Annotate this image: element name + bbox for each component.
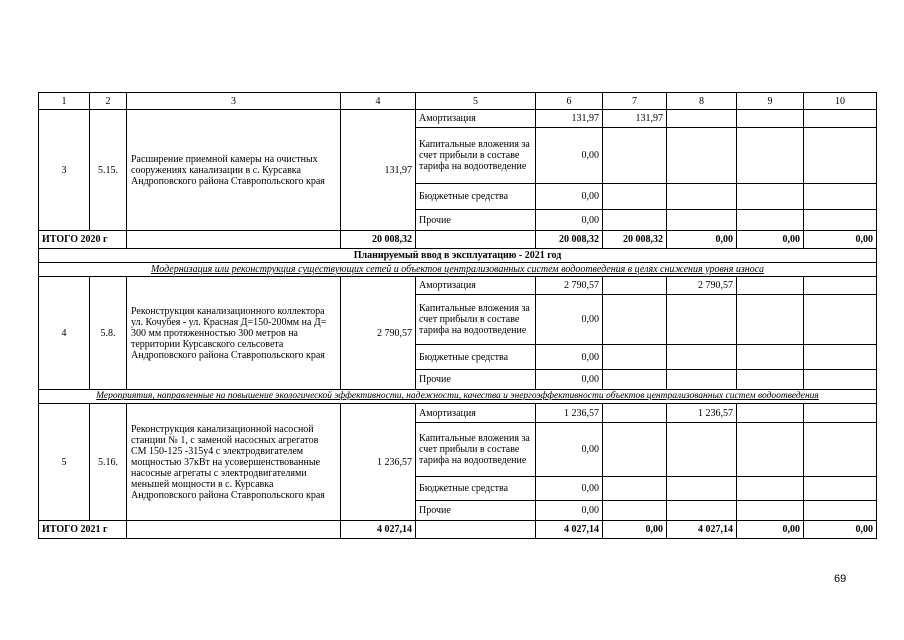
cell-empty [737,210,804,231]
funding-source: Амортизация [416,277,536,295]
cell-empty [804,404,877,423]
row-description: Расширение приемной камеры на очистных сооружениях канализации в с. Курсавка Андроповского района Ставропольского края [127,110,341,231]
cell-empty [737,404,804,423]
totals-row-2020 [39,231,877,249]
funding-source: Бюджетные средства [416,477,536,501]
table-row [39,277,877,295]
table-row [39,110,877,128]
cell-empty [416,521,536,539]
cell-empty [667,110,737,128]
col-header: 8 [667,93,737,110]
col-header: 7 [603,93,667,110]
totals-value: 0,00 [804,231,877,249]
section-title: Планируемый ввод в эксплуатацию - 2021 год [39,249,877,263]
funding-source: Амортизация [416,404,536,423]
totals-row-2021 [39,521,877,539]
cell-empty [603,128,667,184]
cell-value: 0,00 [536,345,603,370]
row-total: 1 236,57 [341,404,416,521]
cell-value: 0,00 [536,295,603,345]
cell-empty [603,423,667,477]
cell-value: 0,00 [536,184,603,210]
cell-empty [804,370,877,390]
cell-empty [603,477,667,501]
funding-source: Капитальные вложения за счет прибыли в составе тарифа на водоотведение [416,423,536,477]
cell-empty [737,295,804,345]
subsection-title: Модернизация или реконструкция существующих сетей и объектов централизованных систем водоотведения в целях снижения уровня износа [39,263,877,277]
totals-value: 20 008,32 [603,231,667,249]
cell-empty [804,295,877,345]
cell-empty [737,423,804,477]
totals-value: 20 008,32 [536,231,603,249]
totals-value: 0,00 [667,231,737,249]
cell-value: 0,00 [536,477,603,501]
col-header: 5 [416,93,536,110]
cell-empty [737,184,804,210]
col-header: 4 [341,93,416,110]
cell-value: 0,00 [536,423,603,477]
totals-value: 0,00 [603,521,667,539]
cell-empty [804,423,877,477]
subsection-title: Мероприятия, направленные на повышение экологической эффективности, надежности, качества и энергоэффективности объектов централизованных систем водоотведения [39,390,877,404]
cell-value: 0,00 [536,210,603,231]
cell-empty [804,345,877,370]
cell-empty [804,277,877,295]
cell-empty [603,404,667,423]
col-header: 3 [127,93,341,110]
cell-value: 0,00 [536,370,603,390]
totals-value: 4 027,14 [536,521,603,539]
cell-empty [667,295,737,345]
cell-empty [804,110,877,128]
funding-source: Бюджетные средства [416,184,536,210]
row-total: 131,97 [341,110,416,231]
cell-empty [603,295,667,345]
cell-empty [667,184,737,210]
row-description: Реконструкция канализационной насосной станции № 1, с заменой насосных агрегатов СМ 150-125 -315у4 с электродвигателем мощностью 37кВт на усовершенствованные насосные агрегаты с электродвигателями меньшей мощности в с. Курсавка Андроповского района Ставропольского края [127,404,341,521]
cell-value: 1 236,57 [536,404,603,423]
section-row [39,249,877,263]
funding-source: Капитальные вложения за счет прибыли в составе тарифа на водоотведение [416,295,536,345]
row-total: 2 790,57 [341,277,416,390]
cell-empty [804,128,877,184]
row-description: Реконструкция канализационного коллектора ул. Кочубея - ул. Красная Д=150-200мм на Д= 300 мм протяженностью 300 метров на территории Курсавского сельсовета Андроповского района Ставропольского края [127,277,341,390]
row-number: 5 [39,404,90,521]
totals-value: 4 027,14 [667,521,737,539]
cell-empty [737,501,804,521]
funding-source: Амортизация [416,110,536,128]
subsection-row [39,390,877,404]
row-number: 4 [39,277,90,390]
cell-empty [667,128,737,184]
cell-empty [804,184,877,210]
cell-empty [416,231,536,249]
cell-empty [737,110,804,128]
cell-empty [603,277,667,295]
cell-empty [603,370,667,390]
totals-value: 0,00 [804,521,877,539]
cell-empty [804,501,877,521]
cell-empty [804,210,877,231]
funding-source: Бюджетные средства [416,345,536,370]
col-header: 9 [737,93,804,110]
cell-empty [804,477,877,501]
col-header: 6 [536,93,603,110]
cell-value: 0,00 [536,501,603,521]
totals-value: 0,00 [737,231,804,249]
funding-source: Прочие [416,370,536,390]
row-code: 5.16. [90,404,127,521]
totals-label: ИТОГО 2020 г [39,231,127,249]
totals-value: 4 027,14 [341,521,416,539]
cell-empty [737,128,804,184]
cell-empty [667,370,737,390]
subsection-row [39,263,877,277]
cell-empty [603,345,667,370]
col-header: 10 [804,93,877,110]
funding-source: Капитальные вложения за счет прибыли в составе тарифа на водоотведение [416,128,536,184]
cell-value: 131,97 [536,110,603,128]
table-row [39,404,877,423]
col-header: 2 [90,93,127,110]
totals-value: 20 008,32 [341,231,416,249]
col-header: 1 [39,93,90,110]
cell-empty [127,521,341,539]
row-number: 3 [39,110,90,231]
cell-value: 131,97 [603,110,667,128]
funding-source: Прочие [416,501,536,521]
totals-label: ИТОГО 2021 г [39,521,127,539]
cell-empty [737,277,804,295]
cell-empty [667,210,737,231]
page-number: 69 [834,573,847,585]
cell-empty [667,477,737,501]
cell-empty [737,345,804,370]
cell-value: 2 790,57 [536,277,603,295]
cell-value: 0,00 [536,128,603,184]
cell-empty [737,370,804,390]
cell-empty [667,345,737,370]
cell-empty [603,184,667,210]
cell-value: 1 236,57 [667,404,737,423]
cell-empty [737,477,804,501]
cell-empty [603,210,667,231]
funding-source: Прочие [416,210,536,231]
totals-value: 0,00 [737,521,804,539]
header-row [39,93,877,110]
cell-empty [127,231,341,249]
cell-empty [667,501,737,521]
row-code: 5.8. [90,277,127,390]
investment-table [38,92,877,539]
cell-value: 2 790,57 [667,277,737,295]
row-code: 5.15. [90,110,127,231]
cell-empty [667,423,737,477]
cell-empty [603,501,667,521]
